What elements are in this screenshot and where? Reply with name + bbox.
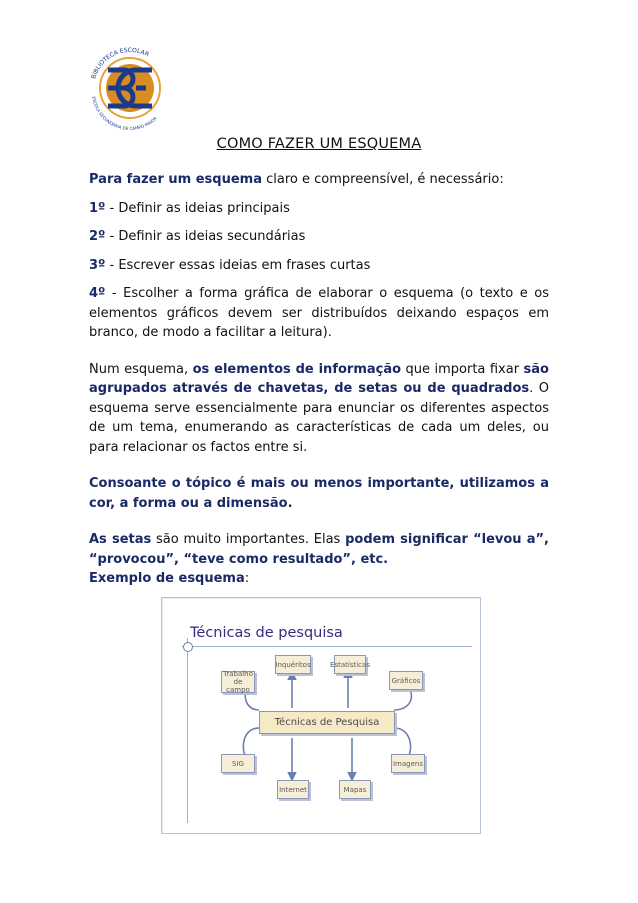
example-diagram — [161, 597, 481, 834]
step-number: 2º — [89, 229, 106, 244]
example-colon: : — [244, 571, 250, 586]
paragraph-elements — [89, 360, 549, 458]
school-library-logo — [80, 38, 180, 133]
example-label — [89, 569, 549, 589]
node-trabalho-de-campo — [221, 671, 255, 693]
node-mapas: Mapas — [339, 780, 371, 799]
intro-paragraph — [89, 170, 549, 190]
paragraph-topic — [89, 474, 549, 513]
step-3 — [89, 256, 549, 276]
intro-bold: Para fazer um esquema — [89, 172, 262, 187]
document-body — [89, 170, 549, 589]
example-label-bold: Exemplo de esquema — [89, 571, 245, 586]
step-text: - Escolher a forma gráfica de elaborar o esquema (o texto e os elementos gráficos devem ser distribuídos deixando espaços em branco, de modo a facilitar a leitura). — [89, 286, 549, 340]
step-text: - Escrever essas ideias em frases curtas — [105, 257, 371, 273]
para3-bold-a: As setas — [89, 532, 152, 547]
para1-text-a: Num esquema, — [89, 361, 193, 377]
step-number: 1º — [89, 200, 106, 216]
node-inqueritos: Inquéritos — [275, 655, 311, 674]
node-trabalho-line2: de campo — [226, 678, 250, 694]
step-number: 4º — [89, 286, 106, 301]
para3-text-b: são muito importantes. Elas — [151, 532, 346, 547]
node-imagens: Imagens — [391, 754, 425, 773]
node-sig: SIG — [221, 754, 255, 773]
para2-bold: Consoante o tópico é mais ou menos importante, utilizamos a cor, a forma ou a dimensão. — [89, 476, 549, 511]
step-text: - Definir as ideias principais — [105, 200, 290, 216]
logo-emblem-icon — [80, 38, 180, 133]
node-trabalho-line1: Trabalho — [223, 670, 253, 678]
step-2 — [89, 227, 549, 247]
step-text: - Definir as ideias secundárias — [105, 229, 306, 244]
logo-bottom-text: ESCOLA SECUNDÁRIA DE CAMPO MAIOR — [91, 96, 158, 132]
step-1 — [89, 199, 549, 219]
para1-bold-d: são agrupados através de chavetas, de setas ou de quadrados — [89, 361, 549, 396]
para1-text-c: que importa fixar — [401, 361, 524, 377]
step-number: 3º — [89, 257, 106, 273]
para1-text-e: . O esquema serve essencialmente para enunciar os diferentes aspectos de um tema, enumerando as características de cada um deles, ou para relacionar os factos entre si. — [89, 381, 549, 455]
step-4 — [89, 284, 549, 343]
node-graficos: Gráficos — [389, 671, 423, 690]
logo-top-text: BIBLIOTECA ESCOLAR — [90, 46, 150, 80]
page-title — [0, 136, 638, 152]
para3-bold-c: podem significar “levou a”, “provocou”, “teve como resultado”, etc. — [89, 532, 549, 567]
node-estatisticas: Estatísticas — [334, 655, 366, 674]
intro-rest: claro e compreensível, é necessário: — [262, 172, 504, 187]
para1-bold-b: os elementos de informação — [192, 361, 402, 377]
node-internet: Internet — [277, 780, 309, 799]
paragraph-arrows — [89, 530, 549, 569]
page-title-text: COMO FAZER UM ESQUEMA — [216, 136, 422, 152]
diagram-title: Técnicas de pesquisa — [190, 625, 343, 641]
node-center-tecnicas: Técnicas de Pesquisa — [259, 711, 395, 734]
